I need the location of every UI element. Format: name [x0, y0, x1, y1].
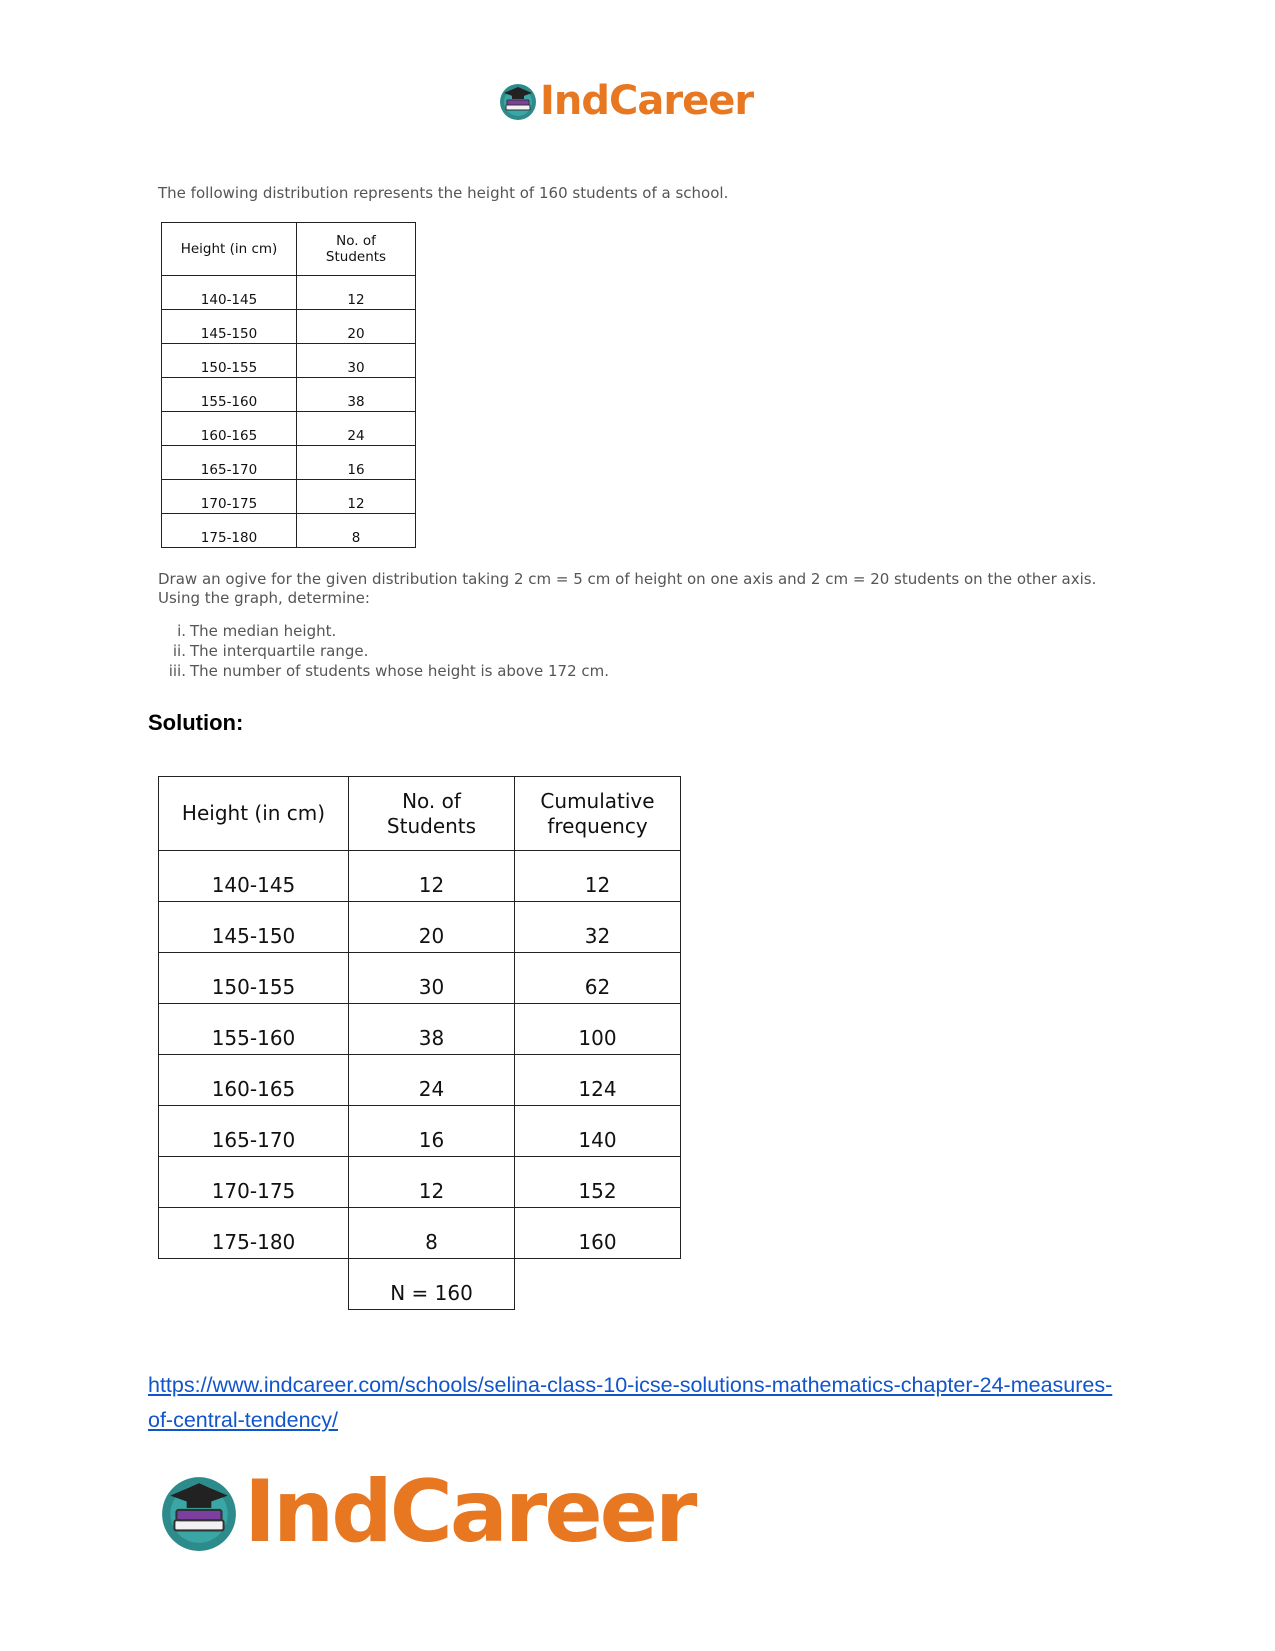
cumulative-frequency-cell: 100 [515, 1004, 681, 1055]
table-row [162, 412, 416, 446]
students-cell: 30 [297, 344, 416, 378]
question-table [161, 222, 416, 548]
list-item [158, 641, 609, 661]
cumulative-frequency-cell: 124 [515, 1055, 681, 1106]
list-item-number: iii. [168, 662, 186, 680]
students-cell: 16 [297, 446, 416, 480]
solution-table [158, 776, 681, 1310]
column-header: Height (in cm) [162, 223, 297, 276]
column-header [349, 777, 515, 851]
list-item [158, 621, 609, 641]
table-row [162, 480, 416, 514]
height-cell: 155-160 [159, 1004, 349, 1055]
students-cell: 8 [349, 1208, 515, 1259]
height-cell: 165-170 [162, 446, 297, 480]
logo-wordmark: IndCareer [540, 78, 754, 124]
list-item-text: The number of students whose height is above 172 cm. [190, 662, 610, 680]
height-cell: 160-165 [159, 1055, 349, 1106]
table-row [162, 446, 416, 480]
graduation-cap-books-icon [158, 1471, 240, 1553]
students-cell: 20 [349, 902, 515, 953]
table-row [162, 514, 416, 548]
column-header-text: No. of Students [325, 233, 387, 265]
indcareer-logo-top [498, 78, 753, 124]
students-cell: 38 [349, 1004, 515, 1055]
height-cell: 140-145 [162, 276, 297, 310]
height-cell: 170-175 [159, 1157, 349, 1208]
cumulative-frequency-cell: 12 [515, 851, 681, 902]
table-row [162, 310, 416, 344]
list-item-number: ii. [172, 642, 186, 660]
table-row [159, 1157, 681, 1208]
height-cell: 155-160 [162, 378, 297, 412]
question-instruction: Draw an ogive for the given distribution taking 2 cm = 5 cm of height on one axis and 2 cm = 20 students on the other axis. Using the graph, determine: [158, 570, 1097, 607]
table-row [159, 902, 681, 953]
column-header: Height (in cm) [159, 777, 349, 851]
students-cell: 8 [297, 514, 416, 548]
height-cell: 140-145 [159, 851, 349, 902]
students-cell: 12 [349, 851, 515, 902]
table-row [162, 276, 416, 310]
height-cell: 175-180 [159, 1208, 349, 1259]
table-row [159, 1208, 681, 1259]
height-cell: 170-175 [162, 480, 297, 514]
students-cell: 24 [349, 1055, 515, 1106]
column-header [297, 223, 416, 276]
total-cell: N = 160 [349, 1259, 515, 1310]
height-cell: 175-180 [162, 514, 297, 548]
cumulative-frequency-cell: 62 [515, 953, 681, 1004]
indcareer-logo-bottom [158, 1462, 694, 1562]
cumulative-frequency-cell: 160 [515, 1208, 681, 1259]
table-row [159, 1055, 681, 1106]
column-header-text: No. of Students [386, 788, 477, 838]
column-header-text: Cumulative frequency [540, 788, 655, 838]
students-cell: 38 [297, 378, 416, 412]
students-cell: 30 [349, 953, 515, 1004]
empty-cell [159, 1259, 349, 1310]
table-row [159, 851, 681, 902]
students-cell: 16 [349, 1106, 515, 1157]
students-cell: 12 [297, 480, 416, 514]
table-header-row [162, 223, 416, 276]
column-header [515, 777, 681, 851]
cumulative-frequency-cell: 152 [515, 1157, 681, 1208]
students-cell: 12 [349, 1157, 515, 1208]
table-row [159, 953, 681, 1004]
height-cell: 160-165 [162, 412, 297, 446]
height-cell: 150-155 [159, 953, 349, 1004]
table-row [162, 344, 416, 378]
cumulative-frequency-cell: 32 [515, 902, 681, 953]
logo-wordmark: IndCareer [244, 1462, 695, 1562]
list-item-text: The interquartile range. [190, 642, 369, 660]
solution-heading: Solution: [148, 710, 244, 735]
list-item-text: The median height. [190, 622, 337, 640]
height-cell: 150-155 [162, 344, 297, 378]
table-row [159, 1106, 681, 1157]
question-parts-list [158, 621, 609, 681]
table-row [162, 378, 416, 412]
students-cell: 20 [297, 310, 416, 344]
question-intro: The following distribution represents the height of 160 students of a school. [158, 184, 729, 202]
empty-cell [515, 1259, 681, 1310]
list-item [158, 661, 609, 681]
total-row [159, 1259, 681, 1310]
height-cell: 145-150 [159, 902, 349, 953]
source-link[interactable]: https://www.indcareer.com/schools/selina-class-10-icse-solutions-mathematics-chapter-24-measures-of-central-tendency/ [148, 1373, 1113, 1432]
students-cell: 24 [297, 412, 416, 446]
table-header-row [159, 777, 681, 851]
height-cell: 165-170 [159, 1106, 349, 1157]
table-row [159, 1004, 681, 1055]
students-cell: 12 [297, 276, 416, 310]
list-item-number: i. [177, 622, 186, 640]
height-cell: 145-150 [162, 310, 297, 344]
cumulative-frequency-cell: 140 [515, 1106, 681, 1157]
graduation-cap-books-icon [498, 81, 538, 121]
